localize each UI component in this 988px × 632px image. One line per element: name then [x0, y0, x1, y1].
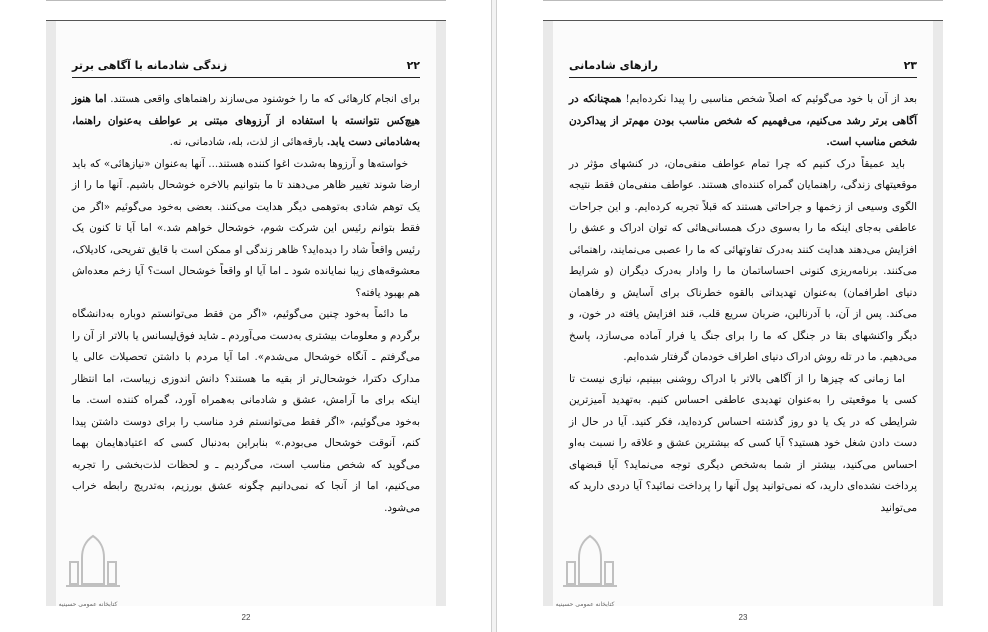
body-paragraph	[72, 304, 420, 519]
left-folio: 22	[241, 613, 251, 622]
left-page-body	[72, 89, 420, 519]
bold-text: همچنانکه در آگاهی برتر رشد می‌کنیم، می‌فهمیم که شخص مناسب بودن مهم‌تر از پیداکردن شخص مناسب است.	[569, 93, 917, 148]
left-page-header	[72, 57, 420, 78]
body-paragraph	[569, 154, 917, 369]
right-page-body	[569, 89, 917, 519]
spread-gutter	[491, 0, 497, 632]
left-page	[46, 20, 446, 622]
right-running-title: رازهای شادمانی	[569, 59, 658, 72]
paragraph-text: باید عمیقاً درک کنیم که چرا تمام عواطف منفی‌مان، در کنشهای مؤثر در موقعیتهای زندگی، راهنمایان گمراه کننده‌ای هستند. عواطف منفی‌مان فقط نتیجه الگوی وسیعی از زخمها و جراحاتی هستند که قبلاً تجربه کرده‌ایم. و این جراحات عاطفی به‌جای اینکه ما را به‌سوی درک همسانی‌هائی که توان ادراک و عشق را افزایش می‌دهند هدایت کنند به‌درک تفاوتهائی که ما را عصبی می‌نمایند، راهنمائی می‌کنند. برنامه‌ریزی کنونی احساساتمان ما را وادار به‌درک دیگران (و شرایط دنیای اطرافمان) به‌عنوان تهدیداتی بالقوه خطرناک برای آسایش و رفاهمان می‌کند. پس از آن، با آدرنالین، ضربان سریع قلب، قند افزایش یافته در خون، و دیگر واکنشهای بقا در جنگل که ما را برای جنگ یا فرار آماده می‌سازد، پاسخ می‌دهیم. ما در تله روش ادراک دنیای اطراف خودمان گرفتار شده‌ایم.	[569, 157, 917, 363]
body-paragraph	[72, 154, 420, 305]
left-stamp-caption: کتابخانه عمومی حسینیه	[58, 601, 118, 608]
paragraph-text: برای انجام کارهائی که ما را خوشنود می‌سازند راهنماهای واقعی هستند.	[106, 93, 420, 105]
bold-text: اما هنوز هیچ‌کس نتوانسته با استفاده از آرزوهای مبتنی بر عواطف به‌عنوان راهنما، به‌شادمانی دست یابد.	[72, 93, 420, 148]
body-paragraph	[72, 89, 420, 154]
right-stamp-caption: کتابخانه عمومی حسینیه	[555, 601, 615, 608]
left-running-title: زندگی شادمانه با آگاهی برتر	[72, 59, 228, 72]
paragraph-text: بعد از آن با خود می‌گوئیم که اصلاً شخص مناسبی را پیدا نکرده‌ایم!	[621, 93, 917, 105]
body-paragraph	[569, 89, 917, 154]
right-page	[543, 20, 943, 622]
paragraph-text: خواسته‌ها و آرزوها به‌شدت اغوا کننده هستند... آنها به‌عنوان «نیازهائی» که باید ارضا شوند تغییر ظاهر می‌دهند تا ما بتوانیم بالاخره خوشحال باشیم. آنها ما را از یک توهم شادی به‌توهمی دیگر هدایت می‌کنند. بعضی به‌خود می‌گوئیم «اگر من فقط بتوانم رئیس این شرکت شوم، خوشحال خواهم شد.» اما آیا تا کنون یک رئیس واقعاً شاد را دیده‌اید؟ ظاهر زندگی او ممکن است با قایق تفریحی، کادیلاک، معشوقه‌های زیبا نمایانده شود ـ اما آیا او واقعاً خوشحال است؟ آیا زخم معده‌اش هم بهبود یافته؟	[72, 157, 420, 299]
paragraph-text: بارقه‌هائی از لذت، بله، شادمانی، نه.	[169, 136, 327, 148]
paragraph-text: اما زمانی که چیزها را از آگاهی بالاتر با ادراک روشنی ببینیم، نیازی نیست تا کسی یا موقعیتی را به‌عنوان تهدیدی عاطفی احساس کنیم. به‌تهدید آمیزترین شرایطی که در یک یا دو روز گذشته احساس کرده‌اید، فکر کنید. آیا در حال از دست دادن شغل خود هستید؟ آیا کسی که بیشترین عشق و علاقه را نسبت به‌او احساس می‌کنید، بیشتر از شما به‌شخص دیگری توجه می‌نماید؟ آیا قبضهای پرداخت نشده‌ای دارید، که نمی‌توانید پول آنها را پرداخت نمائید؟ آیا دردی دارید که می‌توانید	[569, 372, 917, 514]
library-stamp-icon	[559, 532, 621, 596]
library-stamp-icon	[62, 532, 124, 596]
right-page-number: ۲۳	[903, 59, 917, 72]
right-page-header	[569, 57, 917, 78]
body-paragraph	[569, 369, 917, 520]
left-page-number: ۲۲	[406, 59, 420, 72]
paragraph-text: ما دائماً به‌خود چنین می‌گوئیم، «اگر من فقط می‌توانستم دوباره به‌دانشگاه برگردم و معلومات بیشتری به‌دست می‌آوردم ـ شاید فوق‌لیسانس یا بالاتر از آن را می‌گرفتم ـ آنگاه خوشحال می‌شدم». اما آیا مردم با داشتن تحصیلات عالی یا مدارک دکترا، خوشحال‌تر از بقیه ما هستند؟ دانش اندوزی زیباست، اما انتظار اینکه برای ما آرامش، عشق و شادمانی به‌همراه آورد، گمراه کننده است. ما به‌خود می‌گوئیم، «اگر فقط می‌توانستم فرد مناسب را برای دوست داشتن پیدا کنم، آنوقت خوشحال می‌بودم.» بنابراین به‌دنبال کسی که اعتیادهایمان بهما می‌گوید که شخص مناسب است، می‌گردیم ـ و لحظات لذت‌بخشی را تجربه می‌کنیم، اما از آنجا که نمی‌دانیم چگونه عشق بورزیم، به‌تدریج رابطه خراب می‌شود.	[72, 308, 420, 514]
right-folio: 23	[738, 613, 748, 622]
